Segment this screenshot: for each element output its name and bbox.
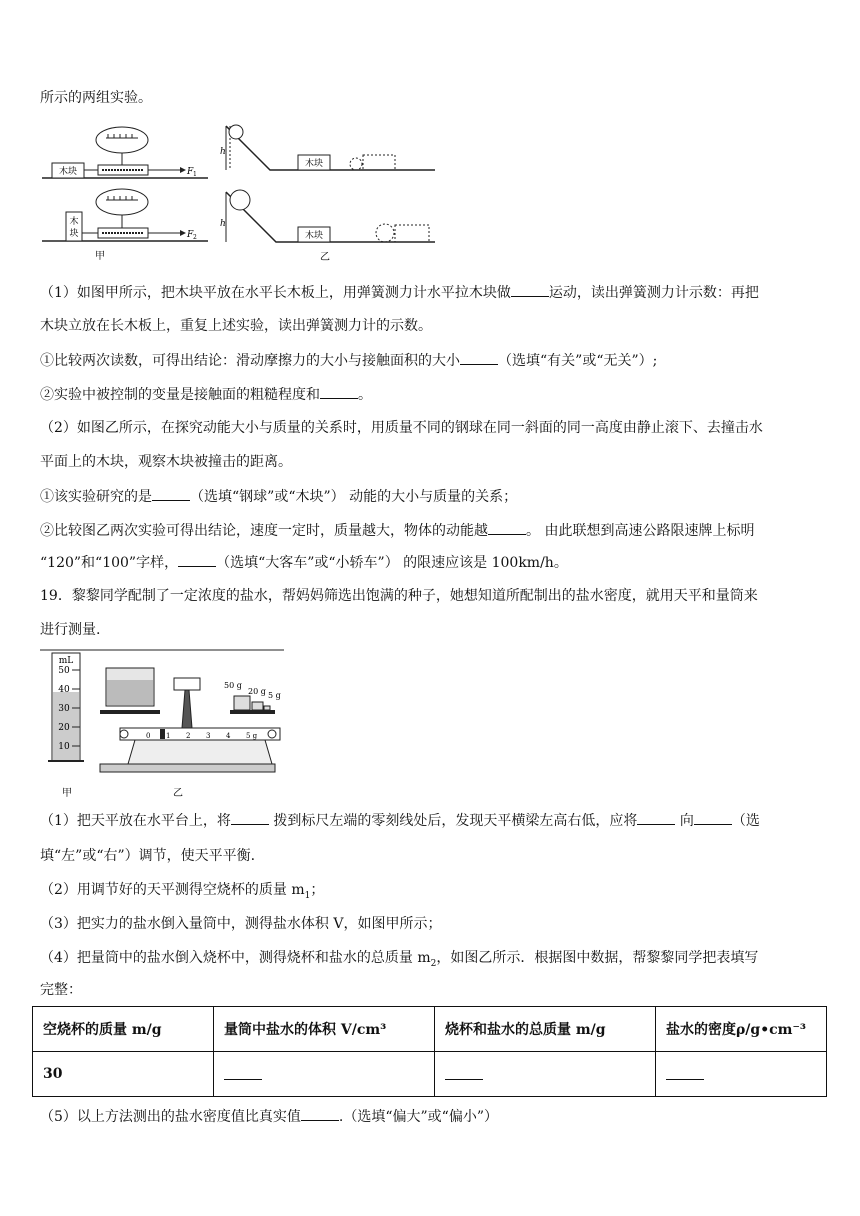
balance-scale-label: 4 <box>226 732 231 740</box>
fig1-block-label-2a: 木 <box>69 217 79 227</box>
part2-question-1: ①该实验研究的是 （选填“钢球”或“木块”） 动能的大小与质量的关系； <box>40 486 517 507</box>
table-cell-total-mass <box>435 1052 656 1097</box>
cylinder-tick-label: 40 <box>58 685 70 695</box>
cylinder-tick-label: 50 <box>58 666 70 676</box>
blank-vehicle <box>178 552 216 567</box>
part1-line-2: 木块立放在长木板上，重复上述实验，读出弹簧测力计的示数。 <box>40 318 432 334</box>
fig2-label-jia: 甲 <box>62 788 72 799</box>
balance-scale-label: 1 <box>166 732 171 740</box>
weight-50g: 50 g <box>224 681 242 690</box>
fig1-block-label-3: 木块 <box>304 159 324 169</box>
part1-line-1: （1）如图甲所示，把木块平放在水平长木板上，用弹簧测力计水平拉木块做 运动，读出弹簧测力计示数：再把 <box>40 282 759 303</box>
blank-nut <box>637 810 675 825</box>
step1-line-1: （1）把天平放在水平台上，将 拨到标尺左端的零刻线处后，发现天平横梁左高右低，应将 向 （选 <box>40 810 760 831</box>
fig1-block-label-2b: 块 <box>69 229 79 239</box>
weight-20g: 20 g <box>248 687 266 696</box>
table-cell-volume <box>214 1052 435 1097</box>
balance-scale-label: 0 <box>146 732 151 740</box>
fig1-block-label-1: 木块 <box>58 167 78 177</box>
balance-scale-label: 5 g <box>246 732 258 740</box>
fig1-block-label-4: 木块 <box>304 231 324 241</box>
step1-line-2: 填“左”或“右”）调节，使天平平衡. <box>40 848 256 864</box>
svg-text:2: 2 <box>193 234 197 241</box>
cylinder-unit: mL <box>58 656 74 666</box>
table-cell-empty-cup-mass: 30 <box>33 1052 214 1097</box>
fig1-h-2: h <box>220 219 226 229</box>
cylinder-tick-label: 20 <box>58 723 70 733</box>
figure-1-svg <box>40 122 440 264</box>
part2-question-3: “120”和“100”字样， （选填“大客车”或“小轿车”） 的限速应该是 100km/h。 <box>40 552 568 573</box>
blank-error <box>301 1106 339 1121</box>
table-header-cell: 烧杯和盐水的总质量 m/g <box>435 1007 656 1052</box>
balance-scale-label: 3 <box>206 732 211 740</box>
step5: （5）以上方法测出的盐水密度值比真实值 .（选填“偏大”或“偏小”） <box>40 1106 498 1127</box>
cylinder-tick-label: 30 <box>58 704 70 714</box>
table-row <box>33 1052 827 1097</box>
part2-line-1: （2）如图乙所示，在探究动能大小与质量的关系时，用质量不同的钢球在同一斜面的同一高度由静止滚下、去撞击水 <box>40 420 763 436</box>
blank-object <box>152 486 190 501</box>
part1-question-1: ①比较两次读数，可得出结论：滑动摩擦力的大小与接触面积的大小 （选填“有关”或“无关”）; <box>40 350 657 371</box>
blank-density <box>666 1065 704 1080</box>
fig1-f2: F <box>187 230 194 240</box>
intro-line: 所示的两组实验。 <box>40 90 152 106</box>
figure-2-svg <box>40 648 290 800</box>
table-header-cell: 空烧杯的质量 m/g <box>33 1007 214 1052</box>
table-cell-density <box>656 1052 827 1097</box>
table-header-cell: 量筒中盐水的体积 V/cm³ <box>214 1007 435 1052</box>
step4-line-2: 完整： <box>40 982 82 998</box>
step3: （3）把实力的盐水倒入量筒中，测得盐水体积 V，如图甲所示； <box>40 916 442 932</box>
svg-text:1: 1 <box>193 171 197 178</box>
fig1-h-1: h <box>220 147 226 157</box>
blank-total-mass <box>445 1065 483 1080</box>
part1-question-2: ②实验中被控制的变量是接触面的粗糙程度和 。 <box>40 384 372 405</box>
blank-motion <box>511 282 549 297</box>
data-table <box>32 1006 827 1097</box>
figure-cylinder-balance <box>40 648 290 800</box>
cylinder-tick-label: 10 <box>58 742 70 752</box>
fig1-label-jia: 甲 <box>95 251 105 262</box>
blank-rider <box>231 810 269 825</box>
fig2-label-yi: 乙 <box>173 788 183 799</box>
question-19-line-2: 进行测量. <box>40 622 101 638</box>
table-header-row <box>33 1007 827 1052</box>
figure-friction-kinetic <box>40 122 440 264</box>
step2: （2）用调节好的天平测得空烧杯的质量 $m_1$； <box>40 882 325 901</box>
fig1-label-yi: 乙 <box>320 252 330 263</box>
question-19-line-1: 19．黎黎同学配制了一定浓度的盐水，帮妈妈筛选出饱满的种子，她想知道所配制出的盐水密度，就用天平和量筒来 <box>40 588 758 604</box>
table-header-cell: 盐水的密度ρ/g•cm⁻³ <box>656 1007 827 1052</box>
blank-controlled-variable <box>320 384 358 399</box>
blank-energy <box>488 520 526 535</box>
blank-area-relation <box>460 350 498 365</box>
blank-direction <box>694 810 732 825</box>
part2-line-2: 平面上的木块，观察木块被撞击的距离。 <box>40 454 292 470</box>
part2-question-2: ②比较图乙两次实验可得出结论，速度一定时，质量越大，物体的动能越 。 由此联想到高速公路限速牌上标明 <box>40 520 754 541</box>
weight-5g: 5 g <box>268 691 281 700</box>
step4-line-1: （4）把量筒中的盐水倒入烧杯中，测得烧杯和盐水的总质量 $m_2$，如图乙所示．根据图中数据，帮黎黎同学把表填写 <box>40 950 759 969</box>
balance-scale-label: 2 <box>186 732 191 740</box>
blank-volume <box>224 1065 262 1080</box>
fig1-f1: F <box>187 167 194 177</box>
